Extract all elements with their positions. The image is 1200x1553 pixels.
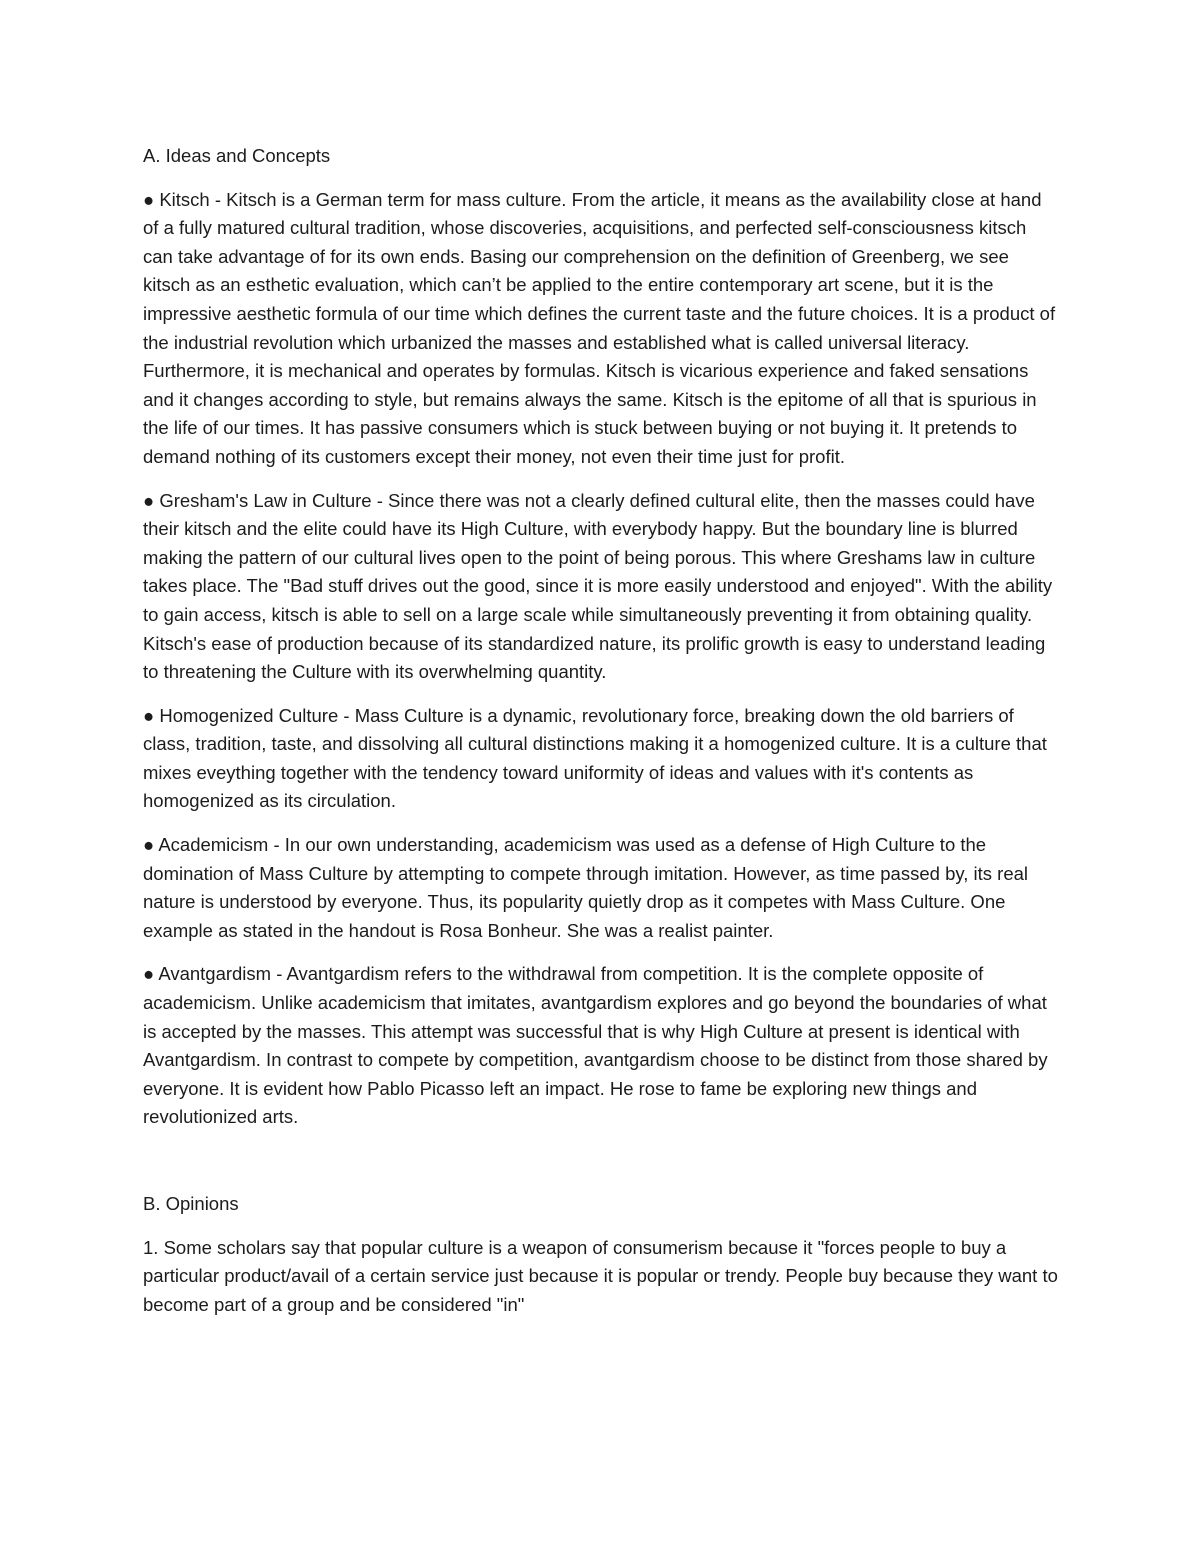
homogenized-culture-paragraph (143, 702, 1059, 816)
greshams-law-paragraph (143, 487, 1059, 687)
homogenized-culture-text: Homogenized Culture - Mass Culture is a dynamic, revolutionary force, breaking down the old barriers of class, tradition, taste, and dissolving all cultural distinctions making it a homogenized culture. It is a culture that mixes eveything together with the tendency toward uniformity of ideas and values with it's contents as homogenized as its circulation. (143, 704, 1047, 812)
academicism-paragraph (143, 831, 1059, 945)
avantgardism-text: Avantgardism - Avantgardism refers to the withdrawal from competition. It is the complete opposite of academicism. Unlike academicism that imitates, avantgardism explores and go beyond the boundaries of what is accepted by the masses. This attempt was successful that is why High Culture at present is identical with Avantgardism. In contrast to compete by competition, avantgardism choose to be distinct from those shared by everyone. It is evident how Pablo Picasso left an impact. He rose to fame be exploring new things and revolutionized arts. (143, 963, 1048, 1128)
spacer (143, 1219, 1059, 1234)
academicism-text: Academicism - In our own understanding, academicism was used as a defense of High Culture to the domination of Mass Culture by attempting to compete through imitation. However, as time passed by, its real nature is understood by everyone. Thus, its popularity quietly drop as it competes with Mass Culture. One example as stated in the handout is Rosa Bonheur. She was a realist painter. (143, 834, 1029, 941)
bullet-icon: ● (143, 188, 155, 210)
avantgardism-paragraph (143, 960, 1059, 1132)
document-page (143, 142, 1059, 1319)
kitsch-text: Kitsch - Kitsch is a German term for mass culture. From the article, it means as the availability close at hand of a fully matured cultural tradition, whose discoveries, acquisitions, and perfected self-consciousness kitsch can take advantage of for its own ends. Basing our comprehension on the definition of Greenberg, we see kitsch as an esthetic evaluation, which can’t be applied to the entire contemporary art scene, but it is the impressive aesthetic formula of our time which defines the current taste and the future choices. It is a product of the industrial revolution which urbanized the masses and established what is called universal literacy. Furthermore, it is mechanical and operates by formulas. Kitsch is vicarious experience and faked sensations and it changes according to style, but remains always the same. Kitsch is the epitome of all that is spurious in the life of our times. It has passive consumers which is stuck between buying or not buying it. It pretends to demand nothing of its customers except their money, not even their time just for profit. (143, 188, 1056, 467)
spacer (143, 816, 1059, 831)
spacer (143, 171, 1059, 186)
bullet-icon: ● (143, 963, 155, 985)
spacer (143, 1132, 1059, 1190)
kitsch-paragraph (143, 186, 1059, 472)
section-a-heading: A. Ideas and Concepts (143, 145, 331, 166)
greshams-law-text: Gresham's Law in Culture - Since there was not a clearly defined cultural elite, then the masses could have their kitsch and the elite could have its High Culture, with everybody happy. But the boundary line is blurred making the pattern of our cultural lives open to the point of being porous. This where Greshams law in culture takes place. The "Bad stuff drives out the good, since it is more easily understood and enjoyed". With the ability to gain access, kitsch is able to sell on a large scale while simultaneously preventing it from obtaining quality. Kitsch's ease of production because of its standardized nature, its prolific growth is easy to understand leading to threatening the Culture with its overwhelming quantity. (143, 489, 1053, 683)
section-b-heading: B. Opinions (143, 1193, 239, 1214)
spacer (143, 687, 1059, 702)
spacer (143, 472, 1059, 487)
bullet-icon: ● (143, 704, 155, 726)
bullet-icon: ● (143, 834, 155, 856)
bullet-icon: ● (143, 489, 155, 511)
opinion-1-paragraph: 1. Some scholars say that popular culture is a weapon of consumerism because it "forces people to buy a particular product/avail of a certain service just because it is popular or trendy. People buy because they want to become part of a group and be considered "in" (143, 1236, 1058, 1315)
spacer (143, 945, 1059, 960)
